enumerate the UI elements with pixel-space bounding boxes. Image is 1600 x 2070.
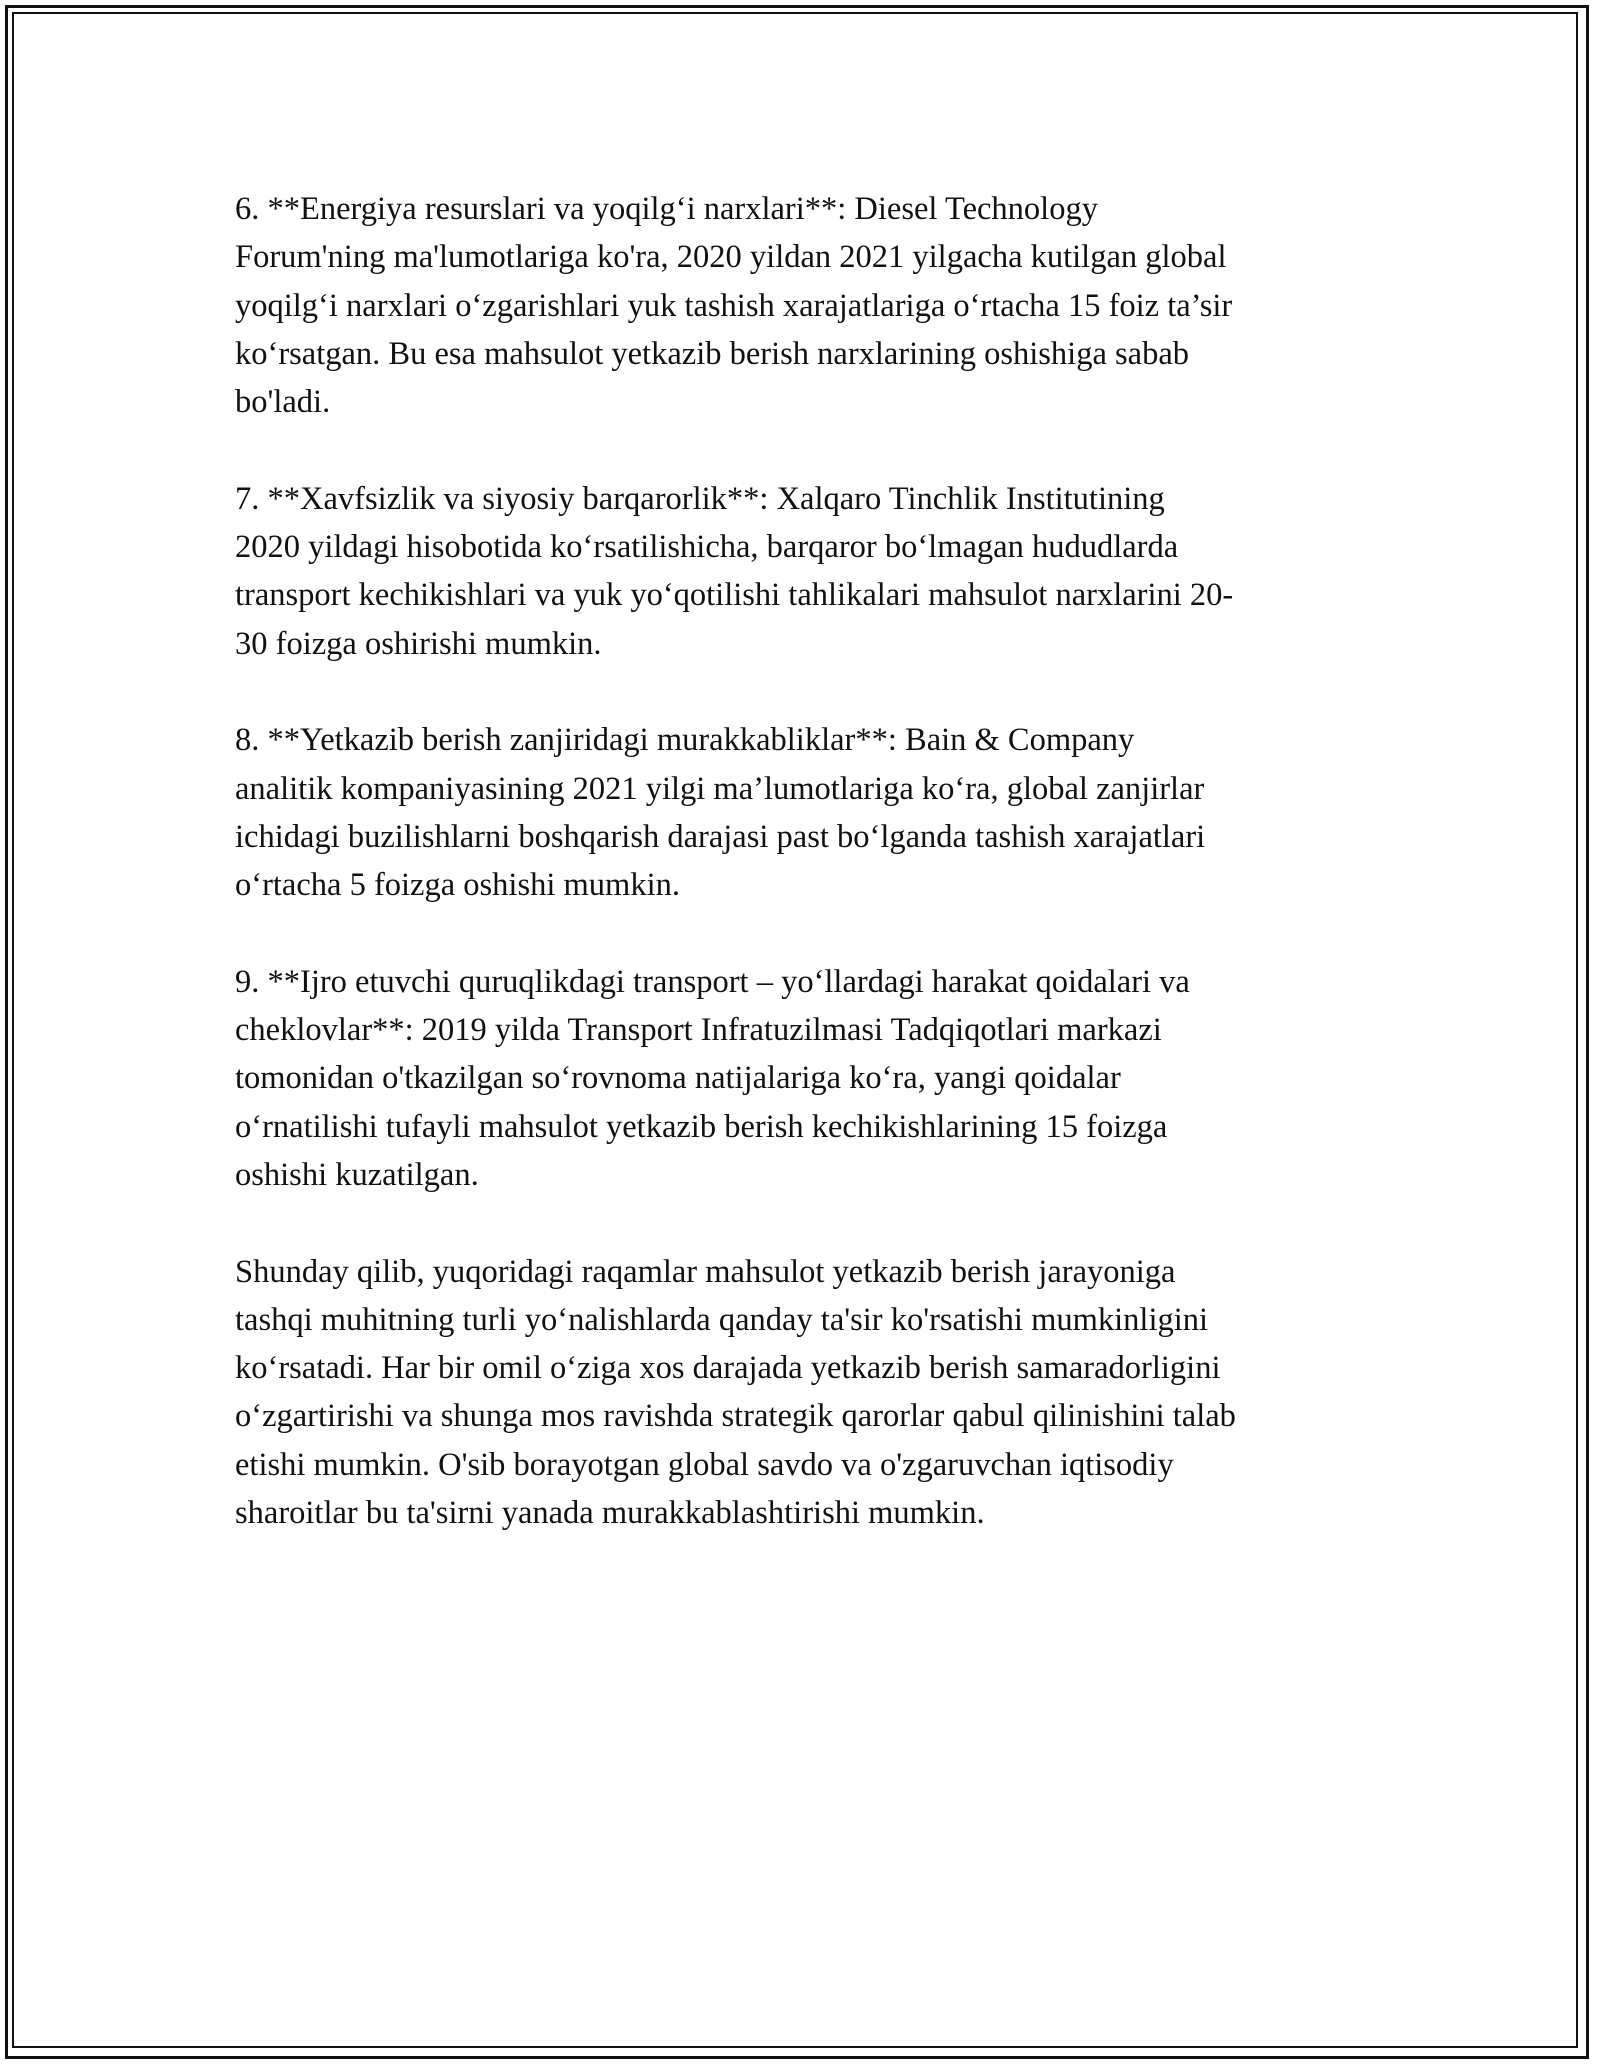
paragraph-conclusion: Shunday qilib, yuqoridagi raqamlar mahsulot yetkazib berish jarayoniga tashqi muhitning turli yo‘nalishlarda qanday ta'sir ko'rsatishi mumkinligini ko‘rsatadi. Har bir omil o‘ziga xos darajada yetkazib berish samaradorligini o‘zgartirishi va shunga mos ravishda strategik qarorlar qabul qilinishini talab etishi mumkin. O'sib borayotgan global savdo va o'zgaruvchan iqtisodiy sharoitlar bu ta'sirni yanada murakkablashtirishi mumkin.: [235, 1253, 1236, 1532]
paragraph-item-6: 6. **Energiya resurslari va yoqilg‘i narxlari**: Diesel Technology Forum'ning ma'lumotlariga ko'ra, 2020 yildan 2021 yilgacha kutilgan global yoqilg‘i narxlari o‘zgarishlari yuk tashish xarajatlariga o‘rtacha 15 foiz ta’sir ko‘rsatgan. Bu esa mahsulot yetkazib berish narxlarining oshishiga sabab bo'ladi.: [235, 191, 1233, 421]
paragraph-item-7: 7. **Xavfsizlik va siyosiy barqarorlik**: Xalqaro Tinchlik Institutining 2020 yildagi hisobotida ko‘rsatilishicha, barqaror bo‘lmagan hududlarda transport kechikishlari va yuk yo‘qotilishi tahlikalari mahsulot narxlarini 20- 30 foizga oshirishi mumkin.: [235, 480, 1234, 662]
paragraph-item-8: 8. **Yetkazib berish zanjiridagi murakkabliklar**: Bain & Company analitik kompaniyasining 2021 yilgi ma’lumotlariga ko‘ra, global zanjirlar ichidagi buzilishlarni boshqarish darajasi past bo‘lganda tashish xarajatlari o‘rtacha 5 foizga oshishi mumkin.: [235, 722, 1206, 904]
document-body: [235, 185, 1375, 1537]
paragraph-item-9: 9. **Ijro etuvchi quruqlikdagi transport – yo‘llardagi harakat qoidalari va cheklovlar**: 2019 yilda Transport Infratuzilmasi Tadqiqotlari markazi tomonidan o'tkazilgan so‘rovnoma natijalariga ko‘ra, yangi qoidalar o‘rnatilishi tufayli mahsulot yetkazib berish kechikishlarining 15 foizga oshishi kuzatilgan.: [235, 963, 1190, 1193]
